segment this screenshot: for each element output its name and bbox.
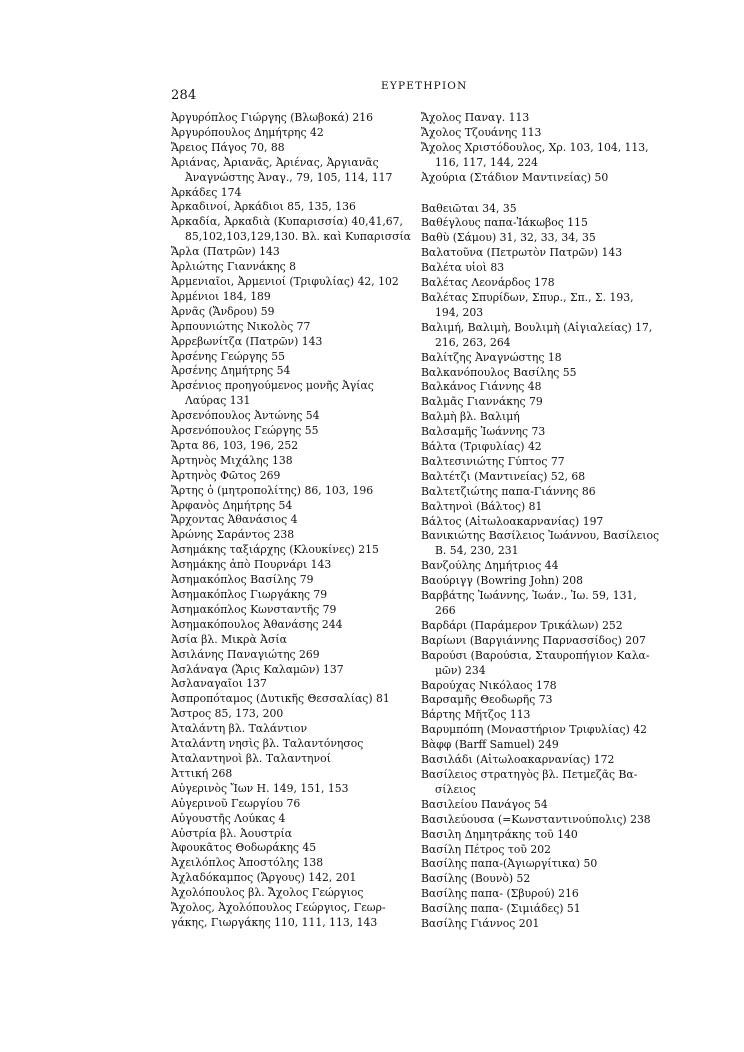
index-entry-line: Βαλιμή, Βαλιμὴ, Βουλιμὴ (Αἰγιαλείας) 17,	[421, 320, 653, 334]
index-entry-line: Ἀρνᾶς (Ἄνδρου) 59	[171, 304, 275, 318]
index-entry-line: Βαλκάνος Γιάννης 48	[421, 380, 542, 394]
index-entry-line: Ἀρσένης Δημήτρης 54	[171, 364, 291, 378]
index-entry-line: Ἀρσενόπουλος Ἀντώνης 54	[171, 409, 320, 423]
index-entry-line: Βαρδάρι (Παράμερον Τρικάλων) 252	[421, 618, 623, 632]
index-entry-line: Βαλτεσινιώτης Γύπτος 77	[421, 454, 565, 468]
index-entry-line: μῶν) 234	[435, 663, 486, 677]
index-entry-line: Ἀρλιώτης Γιαννάκης 8	[171, 260, 296, 274]
index-entry-line: Βανζούλης Δημήτριος 44	[421, 559, 559, 573]
index-entry-line: Ἄχολος Τζουάνης 113	[421, 125, 542, 139]
index-entry-line: Βαρίωνι (Βαργιάννης Παρνασσίδος) 207	[421, 633, 646, 647]
index-entry-line: Ἀρρεβωνίτζα (Πατρῶν) 143	[171, 334, 323, 348]
index-entry-line: Βαρούσι (Βαρούσια, Σταυροπήγιον Καλα-	[421, 648, 650, 662]
index-entry-line: Βαθειῶται 34, 35	[421, 201, 517, 215]
index-entry-line: Ἀριάνας, Ἀριανᾶς, Ἀριένας, Ἀργιανᾶς	[171, 155, 379, 169]
index-column-left	[171, 111, 423, 931]
index-entry-line: Βανικιώτης Βασίλειος Ἰωάννου, Βασίλειος	[421, 529, 660, 543]
index-entry-line: Ἀχλαδόκαμπος (Ἄργους) 142, 201	[171, 871, 357, 885]
index-entry-line: Ἄρειος Πάγος 70, 88	[171, 140, 285, 154]
index-entry-line: Ἀχειλόπλος Ἀποστόλης 138	[171, 856, 324, 870]
index-entry-line: Ἀργυρόπουλος Δημήτρης 42	[171, 125, 324, 139]
index-entry-line: Ἀσημακόπλος Κωνσταντῆς 79	[171, 602, 337, 616]
index-entry-line: Ἀττική 268	[171, 766, 233, 780]
index-entry-line: 194, 203	[435, 305, 484, 319]
index-entry-line: Βαρσαμῆς Θεοδωρῆς 73	[421, 693, 553, 707]
index-entry-line: Β. 54, 230, 231	[435, 544, 519, 558]
index-entry-line: Βαλτηνοὶ (Βάλτος) 81	[421, 499, 543, 513]
index-entry-line: Βασιλεύουσα (=Κωνσταντινούπολις) 238	[421, 812, 651, 826]
index-entry-line: Ἀρκαδία, Ἀρκαδιὰ (Κυπαρισσία) 40,41,67,	[171, 215, 403, 229]
index-entry-line: Βαρούχας Νικόλαος 178	[421, 678, 557, 692]
page-number: 284	[171, 88, 197, 103]
index-entry-line: Ἀσία βλ. Μικρὰ Ἀσία	[171, 632, 287, 646]
index-entry-line: Αὐγερινοῦ Γεωργίου 76	[171, 796, 301, 810]
index-entry-line: Ἀσημακόπλος Βασίλης 79	[171, 573, 314, 587]
index-entry-line: Ἀναγνώστης Ἀναγ., 79, 105, 114, 117	[185, 170, 393, 184]
index-entry-line: Βαλκανόπουλος Βασίλης 55	[421, 365, 577, 379]
index-entry-line: Ἄχολος Χριστόδουλος, Χρ. 103, 104, 113,	[421, 140, 649, 154]
index-entry-line: Βαλτετζιώτης παπα-Γιάννης 86	[421, 484, 596, 498]
index-entry-line: Ἀταλάντη βλ. Ταλάντιον	[171, 722, 308, 736]
index-entry-line: Ἀσημάκης ταξιάρχης (Κλουκίνες) 215	[171, 543, 379, 557]
index-entry-line: Βαλατοῦνα (Πετρωτὸν Πατρῶν) 143	[421, 246, 623, 260]
index-entry-line: Βαλέτα υἱοὶ 83	[421, 261, 505, 275]
index-entry-line: Αὐστρία βλ. Ἀουστρία	[171, 826, 293, 840]
index-entry-line: Ἀσημακόπλος Γιωργάκης 79	[171, 588, 328, 601]
index-entry-line: γάκης, Γιωργάκης 110, 111, 113, 143	[171, 915, 378, 929]
index-entry-line: Ἀρκαδινοί, Ἀρκάδιοι 85, 135, 136	[171, 200, 356, 214]
index-entry-line: Ἄρτης ὁ (μητροπολίτης) 86, 103, 196	[171, 483, 374, 497]
index-entry-line: Ἀργυρόπλος Γιώργης (Βλωβοκά) 216	[171, 111, 374, 124]
index-entry-line: Βασιλη Δημητράκης τοῦ 140	[421, 827, 578, 841]
index-entry-line: Ἀσπροπόταμος (Δυτικῆς Θεσσαλίας) 81	[171, 692, 390, 706]
index-entry-line: Ἀσημακόπουλος Ἀθανάσης 244	[171, 617, 343, 631]
index-entry-line: Βαθὺ (Σάμου) 31, 32, 33, 34, 35	[421, 231, 596, 245]
index-entry-line: Βασιλείου Πανάγος 54	[421, 797, 548, 811]
index-entry-line: Βαλίτζης Ἀναγνώστης 18	[421, 350, 562, 364]
index-entry-line: Ἀσιλάνης Παναγιώτης 269	[171, 647, 320, 661]
index-entry-line: Λαύρας 131	[185, 394, 251, 408]
index-entry-line: Βασίλης Γιάννος 201	[421, 917, 540, 931]
index-entry-line: Ἀρσένιος προηγούμενος μονῆς Ἀγίας	[171, 379, 374, 393]
index-entry-line: Βαλέτας Λεονάρδος 178	[421, 276, 555, 290]
index-entry-line: Ἀφουκᾶτος Θοδωράκης 45	[171, 841, 317, 855]
section-gap	[421, 186, 689, 202]
index-entry-line: Ἀσημάκης ἀπὸ Πουρνάρι 143	[171, 558, 332, 572]
index-entry-line: Βασίλη Πέτρος τοῦ 202	[421, 842, 551, 856]
index-entry-line: Ἀρσενόπουλος Γεώργης 55	[171, 424, 319, 438]
index-entry-line: Ἀταλαντηνοὶ βλ. Ταλαντηνοί	[171, 751, 331, 765]
index-entry-line: σίλειος	[435, 782, 476, 796]
index-entry-line: Βαλμᾶς Γιαννάκης 79	[421, 395, 543, 409]
index-entry-line: Βαούριγγ (Bowring John) 208	[421, 574, 583, 588]
index-entry-line: Βασίλης παπα- (Σβυρού) 216	[421, 887, 579, 901]
index-entry-line: Ἀσλαναγαῖοι 137	[171, 677, 267, 691]
index-entry-line: Βασίλης παπα-(Ἀγιωργίτικα) 50	[421, 857, 598, 871]
running-head: ΕΥΡΕΤΗΡΙΟΝ	[381, 80, 468, 92]
index-entry-line: Βασίλης (Βουνὸ) 52	[421, 872, 531, 886]
index-entry-line: 116, 117, 144, 224	[435, 155, 539, 169]
index-entry-line: Ἄχολος, Ἀχολόπουλος Γεώργιος, Γεωρ-	[171, 901, 386, 915]
index-entry-line: Βάλτος (Αἰτωλοακαρνανίας) 197	[421, 514, 604, 528]
index-entry-line: Ἀσλάναγα (Ἄρις Καλαμῶν) 137	[171, 662, 344, 676]
index-entry-line: Βασίλης παπα- (Σιμιάδες) 51	[421, 902, 581, 916]
index-entry-line: Βαλσαμῆς Ἰωάννης 73	[421, 425, 546, 439]
index-entry-line: Ἄρλα (Πατρῶν) 143	[171, 245, 280, 259]
index-entry-line: 216, 263, 264	[435, 335, 511, 349]
index-entry-line: Βάλτα (Τριφυλίας) 42	[421, 440, 542, 454]
index-entry-line: Ἀχούρια (Στάδιον Μαντινείας) 50	[421, 170, 609, 184]
index-entry-line: Ἀταλάντη νησὶς βλ. Ταλαντόνησος	[171, 737, 364, 751]
index-entry-line: Βαθέγλους παπα-Ἰάκωβος 115	[421, 216, 588, 230]
index-entry-line: Βαρυμπόπη (Μοναστήριον Τριφυλίας) 42	[421, 723, 647, 737]
index-entry-line: Βάρτης Μῆτζος 113	[421, 708, 531, 722]
index-entry-line: Ἀρτηνὸς Μιχάλης 138	[171, 453, 293, 467]
index-entry-line: Ἀχολόπουλος βλ. Ἄχολος Γεώργιος	[171, 886, 364, 900]
index-entry-line: Ἄρτα 86, 103, 196, 252	[171, 438, 299, 452]
index-entry-line: Βαρβάτης Ἰωάννης, Ἰωάν., Ἰω. 59, 131,	[421, 589, 637, 603]
index-entry-line: Ἀρπουνιώτης Νικολὸς 77	[171, 319, 311, 333]
index-entry-line: Ἀρώνης Σαράντος 238	[171, 528, 295, 542]
index-entry-line: Ἀρμένιοι 184, 189	[171, 289, 271, 303]
index-column-right	[421, 111, 689, 932]
index-entry-line: Ἀρσένης Γεώργης 55	[171, 349, 285, 363]
index-entry-line: Ἄστρος 85, 173, 200	[171, 707, 284, 721]
index-entry-line: 266	[435, 604, 456, 617]
index-entry-line: Βαλέτας Σπυρίδων, Σπυρ., Σπ., Σ. 193,	[421, 290, 634, 304]
index-entry-line: Βασίλειος στρατηγὸς βλ. Πετμεζᾶς Βα-	[421, 767, 638, 781]
index-entry-line: Ἄχολος Παναγ. 113	[421, 111, 530, 124]
index-entry-line: Αὐγουστῆς Λούκας 4	[171, 811, 286, 825]
index-entry-line: Βαλτέτζι (Μαντινείας) 52, 68	[421, 469, 586, 483]
index-entry-line: Ἀρμενιαῖοι, Ἀρμενιοί (Τριφυλίας) 42, 102	[171, 274, 399, 288]
index-entry-line: Βαλμὴ βλ. Βαλιμή	[421, 410, 520, 424]
index-entry-line: Ἀρτηνὸς Φῶτος 269	[171, 468, 281, 482]
index-entry-line: Ἄρχοντας Ἀθανάσιος 4	[171, 513, 298, 527]
index-entry-line: Βασιλάδι (Αἰτωλοακαρνανίας) 172	[421, 753, 615, 767]
index-entry-line: 85,102,103,129,130. Βλ. καὶ Κυπαρισσία	[185, 230, 411, 244]
index-entry-line: Ἀρφανὸς Δημήτρης 54	[171, 498, 293, 512]
index-entry-line: Αὐγερινὸς Ἴων Η. 149, 151, 153	[171, 781, 349, 795]
index-entry-line: Βὰφφ (Barff Samuel) 249	[421, 738, 559, 752]
index-entry-line: Ἀρκάδες 174	[171, 185, 242, 199]
